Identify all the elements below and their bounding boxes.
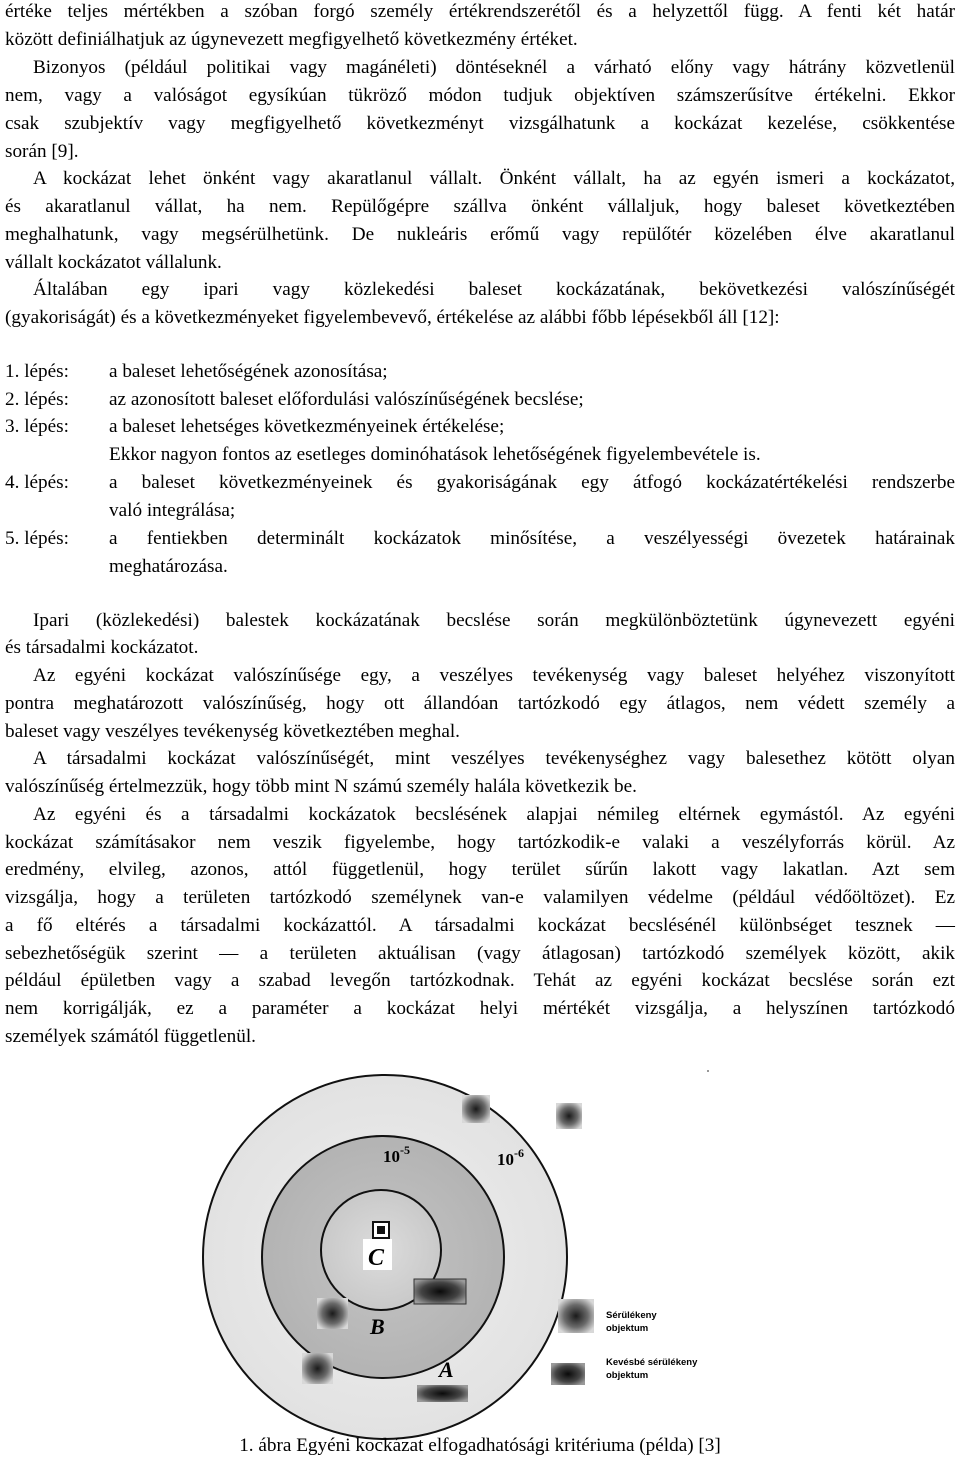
text-line: valószínűség értelmezzük, hogy több mint N számú személy halála következik be. [5,776,637,797]
text-line: a fő eltérés a társadalmi kockázattól. A társadalmi kockázat becslésénél különbséget tesznek — [5,915,955,936]
text-line: során [9]. [5,141,79,162]
outer-zone-risk-label: $10^{-6}$ [497,1146,524,1169]
step-label: 4. lépés: [5,472,69,493]
text-line: között definiálhatjuk az úgynevezett megfigyelhető következmény értéket. [5,29,578,50]
scan-speck [707,1070,709,1072]
text-line: csak szubjektív vagy megfigyelhető következményt vizsgálhatunk a kockázat kezelése, csökkentése [5,113,955,134]
object-marker [556,1103,582,1129]
figure-caption: 1. ábra Egyéni kockázat elfogadhatósági kritériuma (példa) [3] [239,1435,721,1456]
text-line: pontra meghatározott valószínűség, hogy ott állandóan tartózkodó egy átlagos, nem védett személy a [5,693,955,714]
text-line: (gyakoriságát) és a következményeket figyelembevevő, értékelése az alábbi főbb lépésekből áll [12]: [5,307,780,328]
text-line: vizsgálja, hogy a területen tartózkodó személynek van-e valamilyen védelme (például védőöltözet). Ez [5,887,955,908]
legend-vulnerable-line2: objektum [606,1323,649,1334]
object-marker [414,1279,466,1304]
step-text: a fentiekben determinált kockázatok minősítése, a veszélyességi övezetek határainak [109,528,955,549]
text-line: vállalt kockázatot vállalunk. [5,252,222,273]
text-line: Bizonyos (például politikai vagy magánéleti) döntéseknél a várható előny vagy hátrány közvetlenül [33,57,955,78]
text-line: kockázat számításakor nem veszik figyelembe, hogy tartózkodik-e valaki a veszélyforrás körül. Az [5,832,955,853]
text-line: és akaratlanul vállat, ha nem. Repülőgépre szállva önként vállaljuk, hogy baleset következtében [5,196,955,217]
text-line: nem korrigálják, ez a paraméter a kockázat helyi mértékét vizsgálja, a helyszínen tartózkodó [5,998,955,1019]
text-line: Általában egy ipari vagy közlekedési baleset kockázatának, bekövetkezési valószínűségét [33,279,955,300]
text-line: A kockázat lehet önként vagy akaratlanul vállalt. Önként vállalt, ha az egyén ismeri a kockázatot, [33,168,955,189]
text-line: Ipari (közlekedési) balestek kockázatának becslése során megkülönböztetünk úgynevezett egyéni [33,610,955,631]
step-text: a baleset következményeinek és gyakoriságának egy átfogó kockázatértékelési rendszerbe [109,472,955,493]
step-text: való integrálása; [109,500,236,521]
object-marker [317,1298,348,1329]
text-line: Az egyéni kockázat valószínűsége egy, a veszélyes tevékenység vagy baleset helyéhez viszonyított [33,665,955,686]
text-line: személyek számától függetlenül. [5,1026,256,1047]
step-label: 1. lépés: [5,361,69,382]
text-line: Az egyéni és a társadalmi kockázatok becslésének alapjai némileg eltérnek egymástól. Az egyéni [33,804,955,825]
object-marker [417,1385,468,1402]
text-line: eredmény, elvileg, azonos, attól függetlenül, hogy terület sűrűn lakott vagy lakatlan. Azt sem [5,859,955,880]
step-label: 2. lépés: [5,389,69,410]
text-line: értéke teljes mértékben a szóban forgó személy értékrendszerétől és a helyzettől függ. A fenti két határ [5,1,955,22]
text-line: nem, vagy a valóságot egysíkúan tükröző módon tudjuk objektíven számszerűsítve értékelni. Ekkor [5,85,955,106]
legend-less-vulnerable-line2: objektum [606,1370,649,1381]
hazard-source-core [377,1226,385,1234]
step-text: a baleset lehetséges következményeinek értékelése; [109,416,505,437]
text-line: A társadalmi kockázat valószínűségét, mint veszélyes tevékenységhez vagy balesethez kötött olyan [33,748,955,769]
zone-c-label: C [368,1245,385,1271]
text-line: és társadalmi kockázatot. [5,637,199,658]
zone-a-label: A [439,1357,454,1382]
inner-zone-risk-label: $10^{-5}$ [383,1143,410,1166]
text-line: például épületben vagy a szabad levegőn tartózkodnak. Tehát az egyéni kockázat becslése során ezt [5,970,955,991]
text-line: baleset vagy veszélyes tevékenység következtében meghal. [5,721,460,742]
step-text: az azonosított baleset előfordulási valószínűségének becslése; [109,389,584,410]
step-label: 5. lépés: [5,528,69,549]
step-text: meghatározása. [109,556,228,577]
step-text: a baleset lehetőségének azonosítása; [109,361,388,382]
text-line: meghalhatunk, vagy megsérülhetünk. De nukleáris erőmű vagy repülőtér közelében élve akaratlanul [5,224,955,245]
legend-less-vulnerable-line1: Kevésbé sérülékeny [606,1357,698,1368]
legend-vulnerable-line1: Sérülékeny [606,1310,657,1321]
step-label: 3. lépés: [5,416,69,437]
zone-b-label: B [370,1314,385,1339]
text-line: sebezhetőségük szerint — a területen aktuálisan (vagy átlagosan) tartózkodó személyek között, akik [5,943,955,964]
legend-vulnerable-swatch [558,1299,594,1333]
legend-less-vulnerable-swatch [551,1363,585,1385]
step-text: Ekkor nagyon fontos az esetleges dominóhatások lehetőségének figyelembevétele is. [109,444,761,465]
object-marker [462,1095,490,1123]
object-marker [302,1353,333,1384]
figure-legend [551,1299,698,1385]
